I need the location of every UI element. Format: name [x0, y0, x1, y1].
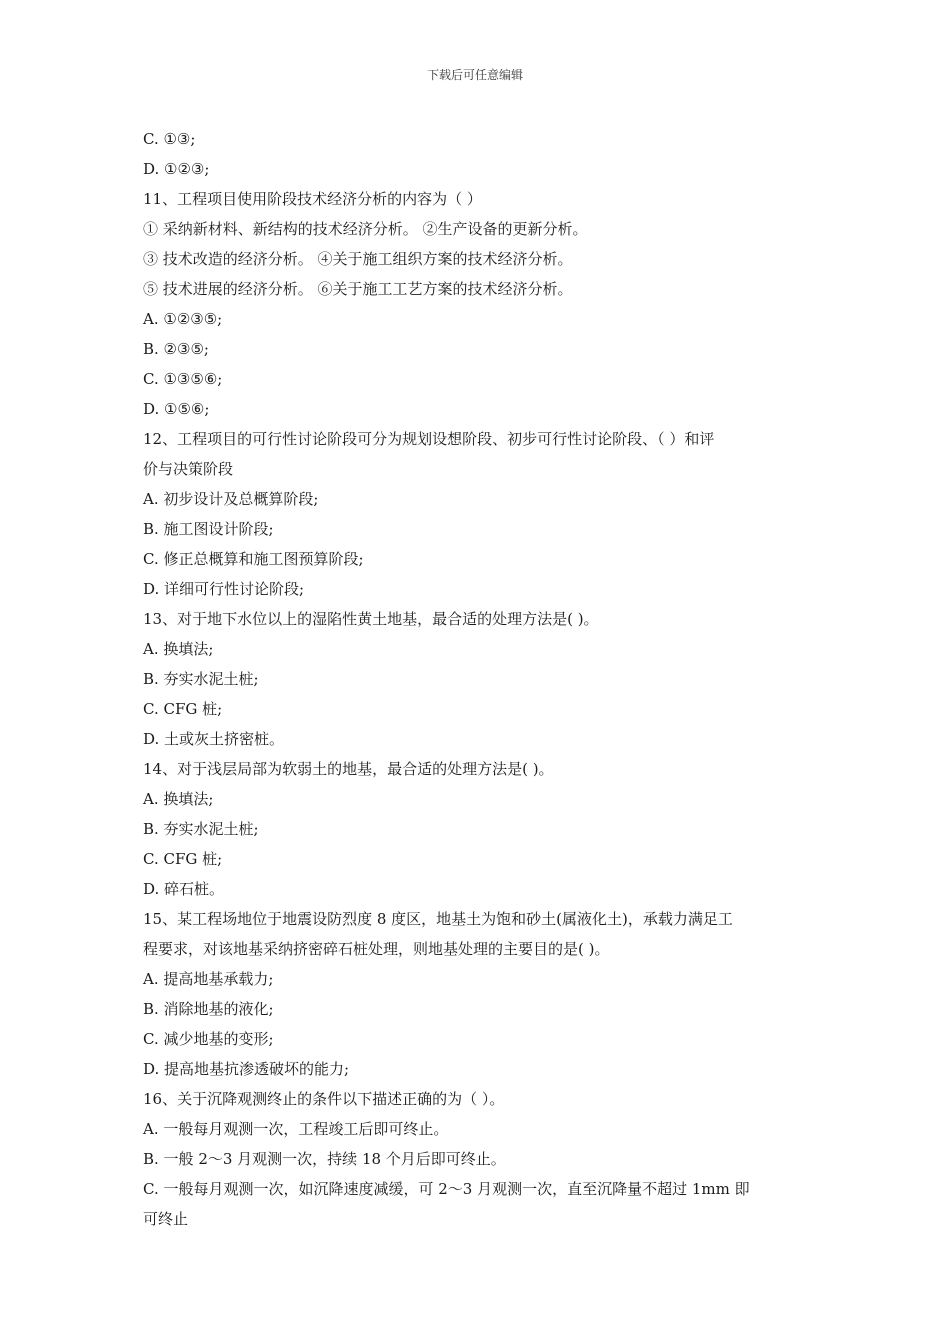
option-line: D. 土或灰土挤密桩。: [143, 730, 285, 748]
question-14: 14、对于浅层局部为软弱土的地基，最合适的处理方法是( )。: [143, 760, 554, 778]
question-15-continued: 程要求，对该地基采纳挤密碎石桩处理，则地基处理的主要目的是( )。: [143, 940, 610, 958]
item-line: ③ 技术改造的经济分析。 ④关于施工组织方案的技术经济分析。: [143, 250, 573, 268]
option-line: A. ①②③⑤;: [143, 310, 223, 328]
option-line: B. 一般 2～3 月观测一次，持续 18 个月后即可终止。: [143, 1150, 506, 1168]
question-12-continued: 价与决策阶段: [143, 460, 234, 478]
option-line: C. 减少地基的变形;: [143, 1030, 274, 1048]
option-line: D. 详细可行性讨论阶段;: [143, 580, 305, 598]
question-12: 12、工程项目的可行性讨论阶段可分为规划设想阶段、初步可行性讨论阶段、（ ）和评: [143, 430, 715, 448]
option-line: C. CFG 桩;: [143, 850, 223, 868]
option-line: B. 夯实水泥土桩;: [143, 820, 259, 838]
option-line: D. ①⑤⑥;: [143, 400, 210, 418]
option-line: A. 换填法;: [143, 640, 214, 658]
option-line: D. ①②③;: [143, 160, 210, 178]
question-16: 16、关于沉降观测终止的条件以下描述正确的为（ ）。: [143, 1090, 505, 1108]
page-header: 下载后可任意编辑: [426, 68, 523, 82]
option-line: A. 一般每月观测一次，工程竣工后即可终止。: [143, 1120, 449, 1138]
option-line: C. CFG 桩;: [143, 700, 223, 718]
option-line: D. 提高地基抗渗透破坏的能力;: [143, 1060, 350, 1078]
option-line: B. 施工图设计阶段;: [143, 520, 274, 538]
question-15: 15、某工程场地位于地震设防烈度 8 度区，地基土为饱和砂土(属液化土)，承载力满足工: [143, 910, 733, 928]
document-body: [143, 124, 808, 1234]
question-11: 11、工程项目使用阶段技术经济分析的内容为（ ）: [143, 190, 482, 208]
option-line: A. 初步设计及总概算阶段;: [143, 490, 319, 508]
option-line: B. 消除地基的液化;: [143, 1000, 274, 1018]
option-line: B. 夯实水泥土桩;: [143, 670, 259, 688]
item-line: ⑤ 技术进展的经济分析。 ⑥关于施工工艺方案的技术经济分析。: [143, 280, 573, 298]
item-line: ① 采纳新材料、新结构的技术经济分析。 ②生产设备的更新分析。: [143, 220, 588, 238]
option-line-continued: 可终止: [143, 1210, 189, 1228]
question-13: 13、对于地下水位以上的湿陷性黄土地基，最合适的处理方法是( )。: [143, 610, 599, 628]
option-line: C. ①③⑤⑥;: [143, 370, 223, 388]
option-line: B. ②③⑤;: [143, 340, 209, 358]
option-line: C. 一般每月观测一次，如沉降速度减缓，可 2～3 月观测一次，直至沉降量不超过 1mm 即: [143, 1180, 750, 1198]
option-line: C. ①③;: [143, 130, 196, 148]
option-line: C. 修正总概算和施工图预算阶段;: [143, 550, 364, 568]
option-line: A. 提高地基承载力;: [143, 970, 274, 988]
option-line: D. 碎石桩。: [143, 880, 225, 898]
option-line: A. 换填法;: [143, 790, 214, 808]
